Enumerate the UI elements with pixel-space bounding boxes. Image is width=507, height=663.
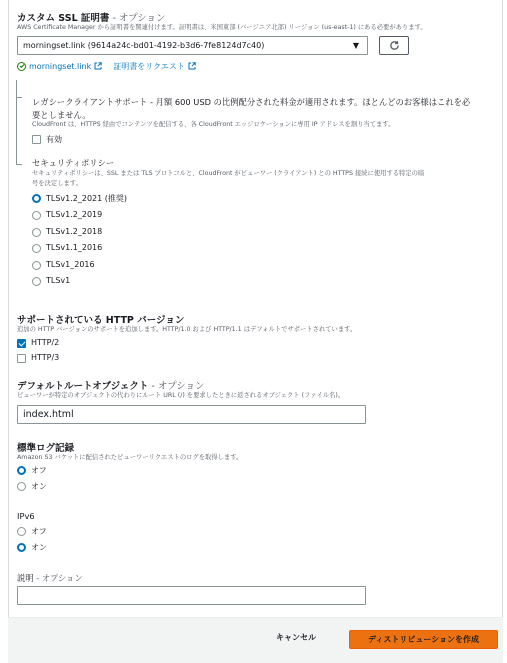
refresh-certificates-button[interactable]: [379, 36, 409, 55]
security-policy-radio-0[interactable]: [32, 194, 41, 203]
tree-connector: [16, 164, 22, 165]
logging-off-radio[interactable]: [17, 466, 26, 475]
default-root-input[interactable]: index.html: [17, 405, 366, 424]
security-policy-description: セキュリティポリシーは、SSL または TLS プロトコルと、CloudFront がビューワー (クライアント) との HTTPS 接続に使用する特定の暗: [32, 170, 425, 177]
ipv6-on-label: オン: [31, 543, 47, 552]
http3-label: HTTP/3: [31, 353, 60, 362]
external-link-icon[interactable]: [188, 62, 196, 70]
security-policy-radio-4[interactable]: [32, 261, 41, 270]
logging-on-radio[interactable]: [17, 482, 26, 491]
certificate-domain-link[interactable]: morningset.link: [29, 61, 92, 71]
standard-logging-description: Amazon S3 バケットに配信されたビューワーリクエストのログを取得します。: [17, 454, 243, 461]
description-label: 説明 - オプション: [17, 573, 83, 583]
legacy-enable-checkbox[interactable]: [32, 135, 41, 144]
tree-connector: [16, 80, 17, 165]
legacy-support-description: CloudFront は、HTTPS 経由でコンテンツを配信する、各 CloudFront エッジロケーションに専用 IP アドレスを割り当てます。: [32, 121, 395, 128]
ssl-certificate-description: AWS Certificate Manager から証明書を関連付けます。証明書は、米国東部 (バージニア北部) リージョン (us-east-1) にある必要があります。: [17, 24, 427, 31]
success-check-icon: [17, 62, 26, 71]
security-policy-option: TLSv1.2_2019: [46, 210, 103, 219]
caret-down-icon: ▼: [352, 41, 359, 50]
external-link-icon[interactable]: [94, 62, 102, 70]
settings-panel: [8, 0, 503, 617]
legacy-support-title-line2: 要としません。: [32, 110, 91, 120]
logging-off-label: オフ: [31, 466, 47, 475]
http-versions-description: 追加の HTTP バージョンのサポートを追加します。HTTP/1.0 および HTTP/1.1 はデフォルトでサポートされています。: [17, 326, 357, 333]
security-policy-radio-5[interactable]: [32, 277, 41, 286]
logging-on-label: オン: [31, 482, 47, 491]
certificate-select[interactable]: [17, 36, 368, 55]
security-policy-radio-3[interactable]: [32, 244, 41, 253]
http-versions-label: サポートされている HTTP バージョン: [17, 315, 185, 326]
security-policy-radio-2[interactable]: [32, 228, 41, 237]
certificate-links: [17, 60, 196, 72]
http2-checkbox[interactable]: [17, 339, 26, 348]
ipv6-label: IPv6: [17, 511, 35, 521]
refresh-icon: [389, 40, 400, 51]
certificate-select-value: morningset.link (9614a24c-bd01-4192-b3d6-7fe8124d7c40): [23, 41, 265, 50]
security-policy-option: TLSv1: [46, 276, 71, 285]
security-policy-option: TLSv1.2_2021 (推奨): [46, 194, 128, 203]
request-certificate-link[interactable]: 証明書をリクエスト: [113, 61, 185, 71]
ipv6-off-radio[interactable]: [17, 527, 26, 536]
security-policy-option: TLSv1_2016: [46, 260, 95, 269]
http3-checkbox[interactable]: [17, 354, 26, 363]
ipv6-off-label: オフ: [31, 527, 47, 536]
ipv6-on-radio[interactable]: [17, 543, 26, 552]
legacy-support-title: レガシークライアントサポート - 月額 600 USD の比例配分された料金が適用されます。ほとんどのお客様はこれを必: [32, 97, 471, 107]
http2-label: HTTP/2: [31, 338, 60, 347]
tree-connector: [16, 97, 22, 98]
security-policy-radio-1[interactable]: [32, 211, 41, 220]
security-policy-description-line2: 号を決定します。: [32, 180, 82, 187]
security-policy-option: TLSv1.1_2016: [46, 243, 103, 252]
security-policy-option: TLSv1.2_2018: [46, 227, 103, 236]
standard-logging-label: 標準ログ記録: [17, 443, 75, 454]
default-root-description: ビューワーが特定のオブジェクトの代わりにルート URL (/) を要求したときに返されるオブジェクト (ファイル名)。: [17, 392, 345, 399]
default-root-label: デフォルトルートオブジェクト - オプション: [17, 381, 205, 392]
ssl-certificate-label: カスタム SSL 証明書 - オプション: [17, 13, 166, 24]
security-policy-label: セキュリティポリシー: [32, 158, 115, 168]
description-input[interactable]: [17, 586, 366, 605]
create-distribution-button[interactable]: ディストリビューションを作成: [349, 630, 498, 649]
legacy-enable-label: 有効: [46, 135, 62, 144]
cancel-button[interactable]: キャンセル: [276, 633, 316, 642]
